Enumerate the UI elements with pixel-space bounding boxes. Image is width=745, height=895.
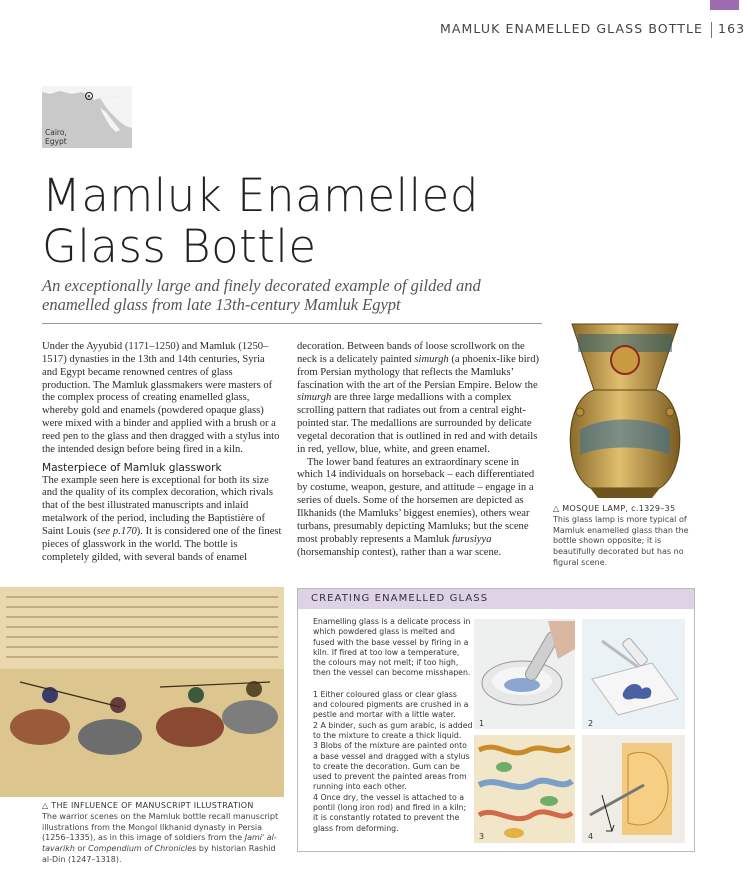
panel-header	[298, 589, 694, 609]
manuscript-caption-heading: △ THE INFLUENCE OF MANUSCRIPT ILLUSTRATION	[42, 801, 254, 810]
process-panel	[297, 588, 695, 852]
step-2-label: 2	[588, 719, 594, 728]
book-title: Jami' al-tavarikh	[42, 833, 277, 854]
subtitle: An exceptionally large and finely decorated example of gilded and enamelled glass from late 13th-century Mamluk Egypt	[42, 276, 481, 314]
step-2-text: 2 A binder, such as gum arabic, is added to the mixture to create a thick liquid.	[313, 720, 473, 740]
title-line2: Glass Bottle	[42, 220, 317, 273]
header-divider	[711, 22, 712, 38]
paragraph-text: decoration. Between bands of loose scrollwork on the neck is a delicately painted	[297, 341, 525, 365]
manuscript-caption-text	[42, 812, 287, 866]
step-1-label: 1	[479, 719, 485, 728]
step-4-illustration	[582, 735, 685, 843]
body-column-2	[297, 341, 545, 559]
step-4-label: 4	[588, 832, 594, 841]
book-title: Compendium of Chronicles	[88, 844, 197, 854]
paragraph-text: The example seen here is exceptional for both its size and the quality of its complex decoration, which rivals that of the best illustrated manuscripts and inlaid metalwork of the period, including the Baptistière of Saint Louis (	[42, 474, 273, 537]
body-paragraph-3	[297, 341, 545, 457]
italic-term: furusiyya	[452, 533, 492, 545]
page-number: 163	[718, 21, 745, 36]
panel-title: CREATING ENAMELLED GLASS	[311, 593, 489, 604]
paragraph-text: (a phoenix-like bird) from Persian mythology that reflects the Mamluks’ fascination with the art of the Persian Empire. Below the	[297, 353, 540, 391]
paragraph-text: are three large medallions with a complex scrolling pattern that radiates out from a central eight-pointed star. The medallions are surrounded by delicate vegetal decoration that is outlined in red and with details in red, yellow, blue, white, and green enamel.	[297, 392, 538, 455]
running-title: MAMLUK ENAMELLED GLASS BOTTLE	[440, 21, 704, 36]
lamp-caption-text: This glass lamp is more typical of Mamluk enamelled glass than the bottle shown opposite; it is beautifully decorated but has no figural scene.	[553, 514, 689, 567]
page-title	[42, 170, 602, 272]
mosque-lamp-image	[560, 320, 690, 500]
map-label-line1: Cairo,	[45, 128, 67, 137]
italic-term: simurgh	[414, 353, 449, 365]
caption-text: The warrior scenes on the Mamluk bottle recall manuscript illustrations from the Mongol Ilkhanid dynasty in Persia (1256–1335), as in this image of soldiers from the	[42, 811, 279, 843]
step-3-text: 3 Blobs of the mixture are painted onto a base vessel and dragged with a stylus to create the decoration. Gum can be used to prevent the painted areas from running into each other.	[313, 741, 470, 792]
manuscript-caption	[42, 801, 287, 866]
body-column-1	[42, 341, 282, 565]
step-4-text: 4 Once dry, the vessel is attached to a pontil (long iron rod) and fired in a kiln; it is constantly rotated to prevent the glass from deforming.	[313, 792, 467, 833]
panel-text	[313, 617, 473, 834]
step-1-illustration	[474, 619, 575, 729]
cross-reference: see p.170	[96, 525, 137, 537]
title-divider	[42, 323, 542, 324]
section-subheading: Masterpiece of Mamluk glasswork	[42, 461, 222, 474]
body-paragraph-4	[297, 457, 545, 560]
caption-text: or	[74, 844, 89, 854]
running-header	[440, 21, 745, 38]
step-1-text: 1 Either coloured glass or clear glass and coloured pigments are crushed in a pestle and mortar with a little water.	[313, 689, 469, 720]
caption-text: by historian Rashid al-Din (1247–1318).	[42, 844, 276, 864]
body-paragraph-1: Under the Ayyubid (1171–1250) and Mamluk (1250–1517) dynasties in the 13th and 14th centuries, Syria and Egypt became renowned centres of glass production. The Mamluk glassmakers were masters of the complex process of creating enamelled glass, whereby gold and enamels (powdered opaque glass) were mixed with a binder and applied with a brush or a reed pen to the glass and then dragged with a stylus into the intended design before being fired in a kiln.	[42, 341, 280, 455]
step-3-label: 3	[479, 832, 485, 841]
manuscript-illustration-image	[0, 587, 284, 797]
paragraph-text: ). It is considered one of the finest pieces of glasswork in the world. The bottle is completely gilded, with several bands of enamel	[42, 525, 282, 563]
paragraph-text: The lower band features an extraordinary scene in which 14 individuals on horseback – each differentiated by costume, weapon, gesture, and attitude – engage in a series of duels. Some of the horsemen are depicted as Ilkhanids (the Mamluks’ biggest enemies), others wear turbans, presumably depicting Mamluks; but the scene most probably represents a Mamluk	[297, 456, 535, 545]
lamp-caption-heading: △ MOSQUE LAMP, c.1329–35	[553, 504, 676, 513]
lamp-caption	[553, 504, 703, 569]
map-location-label	[45, 128, 67, 146]
title-line1: Mamluk Enamelled	[42, 169, 479, 222]
paragraph-text: (horsemanship contest), rather than a war scene.	[297, 546, 502, 558]
chapter-tab	[710, 0, 739, 10]
map-label-line2: Egypt	[45, 137, 67, 146]
italic-term: simurgh	[297, 392, 332, 404]
body-paragraph-2	[42, 475, 282, 565]
step-2-illustration	[582, 619, 685, 729]
step-3-illustration	[474, 735, 575, 843]
panel-intro: Enamelling glass is a delicate process in which powdered glass is melted and fused with the base vessel by firing in a kiln. If fired at too low a temperature, the colours may not melt; if too high, then the vessel can become misshapen.	[313, 617, 471, 678]
